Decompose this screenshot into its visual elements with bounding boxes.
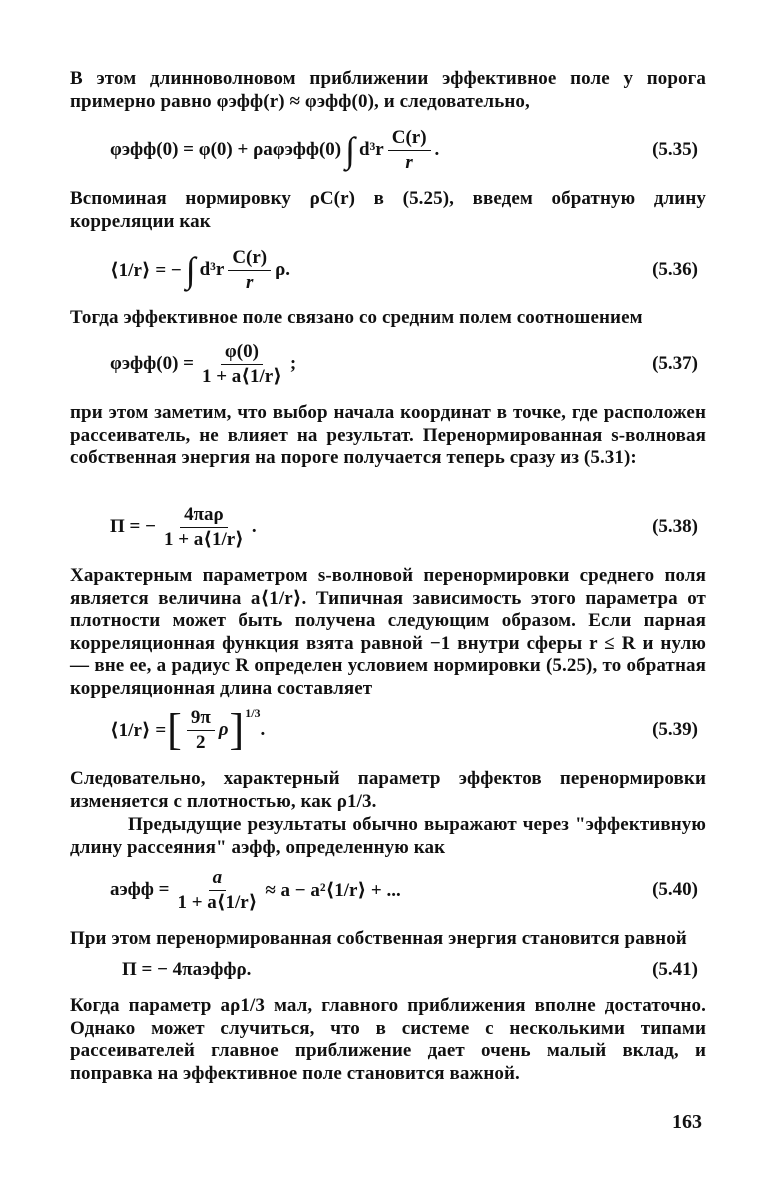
equation-5-41	[122, 952, 710, 988]
eq536-integrand: d³r	[199, 259, 225, 280]
eq538-lhs: Π = −	[110, 516, 156, 537]
eq541-number: (5.41)	[652, 959, 698, 980]
eq539-power: 1/3	[245, 706, 261, 720]
eq540-tail: ≈ a − a²⟨1/r⟩ + ...	[265, 879, 401, 901]
eq539-fraction	[187, 707, 215, 754]
eq539-lhs: ⟨1/r⟩ =	[110, 719, 167, 741]
integral-sign-icon: ∫	[185, 250, 196, 290]
eq538-fraction	[160, 504, 248, 551]
eq538-tail: .	[251, 516, 257, 537]
eq541-formula: Π = − 4πaэффρ.	[122, 959, 252, 980]
eq535-lhs: φэфф(0) = φ(0) + ρaφэфф(0)	[110, 139, 342, 160]
paragraph-9: Когда параметр aρ1/3 мал, главного приближения вполне достаточно. Однако может случиться, что в системе с несколькими типами рассеивателей главное приближение дает очень малый вклад, и поправка на эффективное поле становится важной.	[70, 995, 706, 1084]
eq537-lhs: φэфф(0) =	[110, 353, 194, 374]
paragraph-8: При этом перенормированная собственная энергия становится равной	[70, 928, 687, 949]
right-bracket-icon: ]	[229, 705, 245, 754]
eq537-numerator: φ(0)	[221, 341, 263, 365]
eq538-denominator: 1 + a⟨1/r⟩	[163, 528, 244, 550]
eq536-numerator: C(r)	[228, 247, 271, 271]
eq537-fraction	[198, 341, 286, 388]
left-bracket-icon: [	[167, 705, 182, 754]
equation-5-36	[110, 240, 710, 300]
eq540-number: (5.40)	[652, 879, 698, 900]
eq536-tail: ρ.	[275, 259, 291, 280]
eq535-numerator: C(r)	[388, 127, 431, 151]
eq539-tail: ρ	[218, 719, 229, 740]
eq536-lhs: ⟨1/r⟩ = −	[110, 259, 182, 281]
paragraph-4: при этом заметим, что выбор начала координат в точке, где расположен рассеиватель, не влияет на результат. Перенормированная s-волновая собственная энергия на пороге получается теперь сразу из (5.31):	[70, 402, 706, 468]
eq540-lhs: aэфф =	[110, 879, 170, 900]
eq537-denominator: 1 + a⟨1/r⟩	[201, 365, 282, 387]
eq539-dot: .	[260, 719, 266, 740]
eq539-number: (5.39)	[652, 719, 698, 740]
equation-5-40	[110, 860, 710, 920]
paragraph-6: Следовательно, характерный параметр эффектов перенормировки изменяется с плотностью, как ρ1/3.	[70, 768, 706, 812]
paragraph-1: В этом длинноволновом приближении эффективное поле у порога примерно равно φэфф(r) ≈ φэфф(0), и следовательно,	[70, 68, 706, 112]
eq535-number: (5.35)	[652, 139, 698, 160]
eq536-number: (5.36)	[652, 259, 698, 280]
eq539-numerator: 9π	[187, 707, 215, 731]
eq537-number: (5.37)	[652, 353, 698, 374]
eq539-denominator: 2	[196, 731, 206, 753]
eq535-integrand: d³r	[359, 139, 384, 160]
eq537-tail: ;	[289, 353, 297, 374]
eq538-numerator: 4πaρ	[180, 504, 228, 528]
eq536-denominator: r	[246, 271, 254, 293]
eq540-fraction	[173, 867, 261, 914]
paragraph-3: Тогда эффективное поле связано со средним полем соотношением	[70, 307, 643, 328]
paragraph-7: Предыдущие результаты обычно выражают через "эффективную длину рассеяния" aэфф, определенную как	[70, 814, 706, 858]
equation-5-37	[110, 334, 710, 394]
equation-5-39	[110, 700, 710, 760]
eq538-number: (5.38)	[652, 516, 698, 537]
eq535-fraction	[388, 127, 431, 174]
eq536-fraction	[228, 247, 271, 294]
page-number: 163	[672, 1111, 702, 1133]
integral-sign-icon: ∫	[345, 130, 356, 170]
eq540-numerator: a	[209, 867, 227, 891]
paragraph-5: Характерным параметром s-волновой перенормировки среднего поля является величина a⟨1/r⟩. Типичная зависимость этого параметра от плотности может быть получена следующим образом. Если парная корреляционная функция взята равной −1 внутри сферы r ≤ R и нулю — вне ее, а радиус R определен условием нормировки (5.25), то обратная корреляционная длина составляет	[70, 565, 706, 699]
paragraph-2: Вспоминая нормировку ρC(r) в (5.25), введем обратную длину корреляции как	[70, 188, 706, 232]
eq540-denominator: 1 + a⟨1/r⟩	[177, 891, 258, 913]
equation-5-35	[110, 120, 710, 180]
eq535-tail: .	[434, 139, 440, 160]
eq535-denominator: r	[405, 151, 413, 173]
equation-5-38	[110, 497, 710, 557]
